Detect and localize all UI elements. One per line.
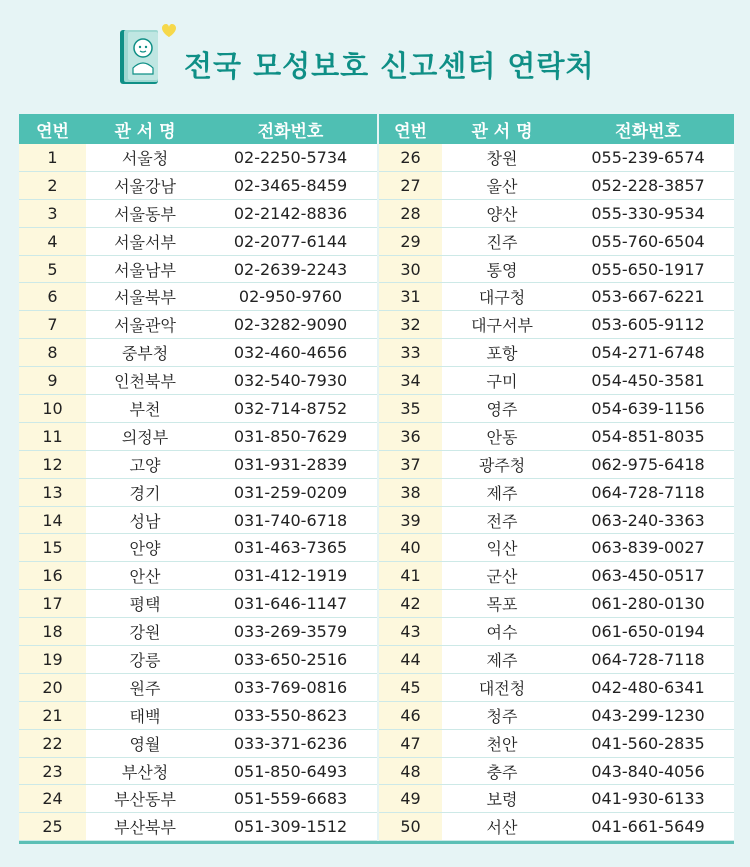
row-number: 16: [19, 562, 86, 590]
phone-number: 052-228-3857: [562, 172, 734, 200]
table-row: [19, 785, 734, 813]
phone-number: 063-839-0027: [562, 534, 734, 562]
row-number: 48: [379, 758, 442, 786]
phone-number: 055-239-6574: [562, 144, 734, 172]
phone-number: 055-330-9534: [562, 200, 734, 228]
office-name: 부천: [86, 395, 204, 423]
header-office: 관 서 명: [86, 114, 204, 144]
phone-number: 031-412-1919: [204, 562, 377, 590]
phone-number: 041-661-5649: [562, 813, 734, 841]
office-name: 창원: [442, 144, 562, 172]
table-row: [19, 590, 734, 618]
office-name: 포항: [442, 339, 562, 367]
office-name: 제주: [442, 479, 562, 507]
office-name: 구미: [442, 367, 562, 395]
row-number: 15: [19, 534, 86, 562]
office-name: 목포: [442, 590, 562, 618]
row-number: 25: [19, 813, 86, 841]
phone-number: 053-605-9112: [562, 311, 734, 339]
row-number: 35: [379, 395, 442, 423]
row-number: 22: [19, 730, 86, 758]
table-row: [19, 144, 734, 172]
phone-number: 02-950-9760: [204, 283, 377, 311]
row-number: 8: [19, 339, 86, 367]
office-name: 충주: [442, 758, 562, 786]
phone-number: 031-740-6718: [204, 507, 377, 535]
row-number: 3: [19, 200, 86, 228]
phone-number: 061-650-0194: [562, 618, 734, 646]
table-row: [19, 451, 734, 479]
office-name: 제주: [442, 646, 562, 674]
phone-number: 032-540-7930: [204, 367, 377, 395]
office-name: 안양: [86, 534, 204, 562]
phone-number: 032-460-4656: [204, 339, 377, 367]
row-number: 24: [19, 785, 86, 813]
row-number: 12: [19, 451, 86, 479]
row-number: 11: [19, 423, 86, 451]
row-number: 47: [379, 730, 442, 758]
office-name: 원주: [86, 674, 204, 702]
table-row: [19, 813, 734, 841]
row-number: 18: [19, 618, 86, 646]
row-number: 40: [379, 534, 442, 562]
office-name: 서울강남: [86, 172, 204, 200]
office-name: 인천북부: [86, 367, 204, 395]
phone-number: 033-371-6236: [204, 730, 377, 758]
header-no: 연번: [379, 114, 442, 144]
row-number: 28: [379, 200, 442, 228]
office-name: 부산청: [86, 758, 204, 786]
office-name: 서산: [442, 813, 562, 841]
phone-number: 032-714-8752: [204, 395, 377, 423]
row-number: 30: [379, 256, 442, 284]
table-body: [19, 144, 734, 841]
row-number: 23: [19, 758, 86, 786]
phone-number: 02-2077-6144: [204, 228, 377, 256]
phone-number: 051-309-1512: [204, 813, 377, 841]
phone-number: 041-560-2835: [562, 730, 734, 758]
phone-number: 02-2250-5734: [204, 144, 377, 172]
phone-number: 061-280-0130: [562, 590, 734, 618]
baby-book-heart-icon: [118, 22, 180, 88]
row-number: 14: [19, 507, 86, 535]
phone-number: 053-667-6221: [562, 283, 734, 311]
office-name: 여수: [442, 618, 562, 646]
phone-number: 02-2639-2243: [204, 256, 377, 284]
phone-number: 033-269-3579: [204, 618, 377, 646]
phone-number: 02-2142-8836: [204, 200, 377, 228]
phone-number: 031-931-2839: [204, 451, 377, 479]
office-name: 영월: [86, 730, 204, 758]
row-number: 17: [19, 590, 86, 618]
table-row: [19, 339, 734, 367]
table-row: [19, 674, 734, 702]
phone-number: 033-769-0816: [204, 674, 377, 702]
phone-number: 054-851-8035: [562, 423, 734, 451]
table-row: [19, 534, 734, 562]
office-name: 평택: [86, 590, 204, 618]
office-name: 광주청: [442, 451, 562, 479]
phone-number: 063-240-3363: [562, 507, 734, 535]
row-number: 10: [19, 395, 86, 423]
office-name: 고양: [86, 451, 204, 479]
header-phone: 전화번호: [204, 114, 377, 144]
row-number: 33: [379, 339, 442, 367]
office-name: 서울청: [86, 144, 204, 172]
page-title: 전국 모성보호 신고센터 연락처: [184, 49, 595, 83]
phone-number: 054-639-1156: [562, 395, 734, 423]
office-name: 보령: [442, 785, 562, 813]
phone-number: 031-259-0209: [204, 479, 377, 507]
office-name: 서울서부: [86, 228, 204, 256]
table-row: [19, 618, 734, 646]
office-name: 청주: [442, 702, 562, 730]
table-row: [19, 367, 734, 395]
phone-number: 041-930-6133: [562, 785, 734, 813]
phone-number: 055-650-1917: [562, 256, 734, 284]
office-name: 서울북부: [86, 283, 204, 311]
office-name: 대구서부: [442, 311, 562, 339]
table-row: [19, 646, 734, 674]
table-row: [19, 507, 734, 535]
phone-number: 02-3465-8459: [204, 172, 377, 200]
table-header-row: [19, 114, 734, 144]
office-name: 서울남부: [86, 256, 204, 284]
phone-number: 031-850-7629: [204, 423, 377, 451]
row-number: 37: [379, 451, 442, 479]
office-name: 통영: [442, 256, 562, 284]
phone-number: 043-840-4056: [562, 758, 734, 786]
row-number: 31: [379, 283, 442, 311]
table-row: [19, 311, 734, 339]
row-number: 46: [379, 702, 442, 730]
row-number: 5: [19, 256, 86, 284]
row-number: 13: [19, 479, 86, 507]
row-number: 42: [379, 590, 442, 618]
phone-number: 02-3282-9090: [204, 311, 377, 339]
phone-number: 042-480-6341: [562, 674, 734, 702]
phone-number: 033-550-8623: [204, 702, 377, 730]
office-name: 의정부: [86, 423, 204, 451]
header-phone: 전화번호: [562, 114, 734, 144]
row-number: 36: [379, 423, 442, 451]
row-number: 19: [19, 646, 86, 674]
row-number: 26: [379, 144, 442, 172]
row-number: 49: [379, 785, 442, 813]
office-name: 진주: [442, 228, 562, 256]
row-number: 21: [19, 702, 86, 730]
table-row: [19, 479, 734, 507]
table-row: [19, 228, 734, 256]
office-name: 안산: [86, 562, 204, 590]
office-name: 대전청: [442, 674, 562, 702]
phone-number: 064-728-7118: [562, 646, 734, 674]
phone-number: 031-646-1147: [204, 590, 377, 618]
office-name: 대구청: [442, 283, 562, 311]
phone-number: 043-299-1230: [562, 702, 734, 730]
row-number: 32: [379, 311, 442, 339]
row-number: 41: [379, 562, 442, 590]
header-no: 연번: [19, 114, 86, 144]
table-row: [19, 758, 734, 786]
table-row: [19, 200, 734, 228]
header: [0, 0, 750, 112]
office-name: 강원: [86, 618, 204, 646]
office-name: 영주: [442, 395, 562, 423]
table-row: [19, 283, 734, 311]
row-number: 6: [19, 283, 86, 311]
contact-table: [19, 114, 734, 844]
table-row: [19, 702, 734, 730]
office-name: 안동: [442, 423, 562, 451]
phone-number: 054-271-6748: [562, 339, 734, 367]
office-name: 부산북부: [86, 813, 204, 841]
office-name: 경기: [86, 479, 204, 507]
row-number: 50: [379, 813, 442, 841]
row-number: 44: [379, 646, 442, 674]
office-name: 강릉: [86, 646, 204, 674]
table-row: [19, 562, 734, 590]
table-row: [19, 395, 734, 423]
row-number: 29: [379, 228, 442, 256]
office-name: 양산: [442, 200, 562, 228]
office-name: 부산동부: [86, 785, 204, 813]
row-number: 4: [19, 228, 86, 256]
row-number: 9: [19, 367, 86, 395]
phone-number: 051-850-6493: [204, 758, 377, 786]
office-name: 천안: [442, 730, 562, 758]
phone-number: 051-559-6683: [204, 785, 377, 813]
header-office: 관 서 명: [442, 114, 562, 144]
table-row: [19, 423, 734, 451]
phone-number: 062-975-6418: [562, 451, 734, 479]
row-number: 27: [379, 172, 442, 200]
table-row: [19, 256, 734, 284]
phone-number: 055-760-6504: [562, 228, 734, 256]
row-number: 34: [379, 367, 442, 395]
office-name: 서울관악: [86, 311, 204, 339]
office-name: 성남: [86, 507, 204, 535]
row-number: 7: [19, 311, 86, 339]
phone-number: 054-450-3581: [562, 367, 734, 395]
phone-number: 031-463-7365: [204, 534, 377, 562]
phone-number: 063-450-0517: [562, 562, 734, 590]
office-name: 익산: [442, 534, 562, 562]
row-number: 39: [379, 507, 442, 535]
row-number: 38: [379, 479, 442, 507]
row-number: 2: [19, 172, 86, 200]
office-name: 중부청: [86, 339, 204, 367]
office-name: 울산: [442, 172, 562, 200]
row-number: 20: [19, 674, 86, 702]
office-name: 군산: [442, 562, 562, 590]
row-number: 45: [379, 674, 442, 702]
row-number: 43: [379, 618, 442, 646]
row-number: 1: [19, 144, 86, 172]
office-name: 서울동부: [86, 200, 204, 228]
table-row: [19, 730, 734, 758]
table-row: [19, 172, 734, 200]
office-name: 전주: [442, 507, 562, 535]
phone-number: 064-728-7118: [562, 479, 734, 507]
phone-number: 033-650-2516: [204, 646, 377, 674]
office-name: 태백: [86, 702, 204, 730]
